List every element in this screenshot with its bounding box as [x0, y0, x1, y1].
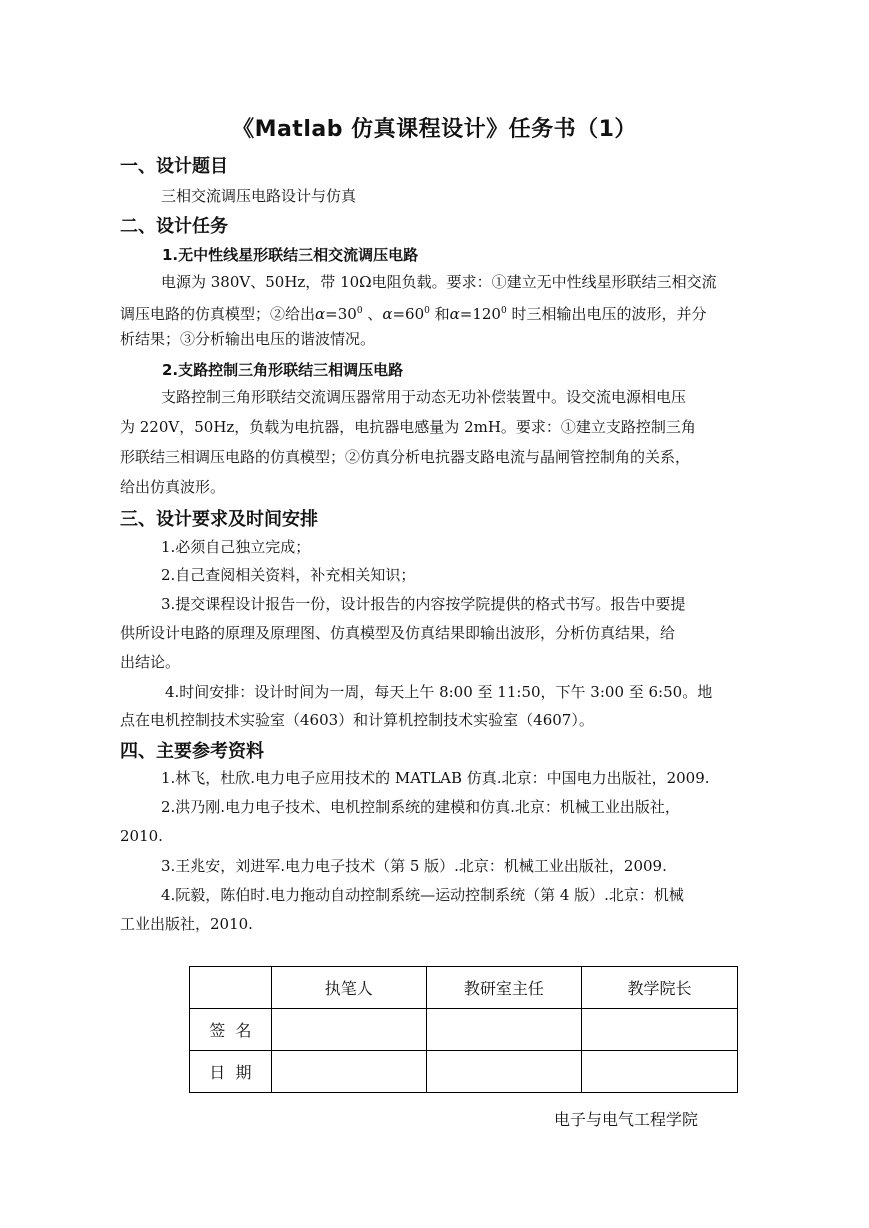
- requirement-2: 2.自己查阅相关资料，补充相关知识；: [161, 566, 416, 584]
- task2-heading: 2.支路控制三角形联结三相调压电路: [162, 361, 404, 379]
- section-heading-tasks: 二、设计任务: [120, 216, 228, 237]
- row-label-date: 日 期: [190, 1051, 272, 1093]
- date-cell-dean: [581, 1051, 737, 1093]
- reference-3: 3.王兆安，刘进军.电力电子技术（第 5 版）.北京：机械工业出版社，2009.: [161, 857, 667, 875]
- school-name: 电子与电气工程学院: [554, 1110, 699, 1129]
- requirement-1: 1.必须自己独立完成；: [161, 538, 311, 556]
- requirement-4-line2: 点在电机控制技术实验室（4603）和计算机控制技术实验室（4607）。: [120, 711, 594, 729]
- signature-table: [189, 966, 738, 1093]
- alpha-value-30: =30: [325, 305, 357, 323]
- task1-heading: 1.无中性线星形联结三相交流调压电路: [162, 246, 419, 264]
- alpha-symbol: α: [315, 305, 326, 323]
- table-header-cell-blank: [190, 967, 272, 1009]
- date-cell-department-head: [426, 1051, 581, 1093]
- task1-line3: 析结果；③分析输出电压的谐波情况。: [120, 330, 376, 348]
- signature-cell-dean: [581, 1009, 737, 1051]
- table-header-dean: 教学院长: [581, 967, 737, 1009]
- requirement-3-line3: 出结论。: [120, 653, 181, 671]
- alpha-value-120: =120: [459, 305, 501, 323]
- task2-line2: 为 220V，50Hz，负载为电抗器，电抗器电感量为 2mH。要求：①建立支路控制三角: [120, 418, 696, 436]
- task2-line1: 支路控制三角形联结交流调压器常用于动态无功补偿装置中。设交流电源相电压: [161, 388, 687, 406]
- date-cell-author: [271, 1051, 426, 1093]
- table-row: [190, 1009, 738, 1051]
- topic-text: 三相交流调压电路设计与仿真: [161, 187, 357, 205]
- separator: 、: [362, 305, 383, 323]
- task2-line3: 形联结三相调压电路的仿真模型；②仿真分析电抗器支路电流与晶闸管控制角的关系，: [120, 448, 691, 466]
- requirement-4-line1: 4.时间安排：设计时间为一周，每天上午 8:00 至 11:50，下午 3:00 至 6:50。地: [165, 683, 713, 701]
- table-header-author: 执笔人: [271, 967, 426, 1009]
- section-heading-requirements: 三、设计要求及时间安排: [120, 509, 318, 530]
- page-title: 《Matlab 仿真课程设计》任务书（1）: [232, 117, 637, 142]
- task1-line2: [120, 301, 780, 324]
- conjunction: 和: [429, 305, 450, 323]
- section-heading-references: 四、主要参考资料: [120, 741, 264, 762]
- signature-cell-author: [271, 1009, 426, 1051]
- task1-line2-suffix: 时三相输出电压的波形，并分: [506, 305, 707, 323]
- table-row: [190, 1051, 738, 1093]
- requirement-3-line1: 3.提交课程设计报告一份，设计报告的内容按学院提供的格式书写。报告中要提: [161, 595, 686, 613]
- task1-line2-prefix: 调压电路的仿真模型；②给出: [120, 305, 316, 323]
- signature-cell-department-head: [426, 1009, 581, 1051]
- degree-superscript: 0: [356, 306, 363, 316]
- alpha-value-60: =60: [392, 305, 425, 323]
- alpha-symbol: α: [382, 305, 393, 323]
- task1-line1: 电源为 380V、50Hz，带 10Ω电阻负载。要求：①建立无中性线星形联结三相交流: [161, 273, 717, 291]
- degree-superscript: 0: [500, 306, 507, 316]
- reference-4-line1: 4.阮毅，陈伯时.电力拖动自动控制系统—运动控制系统（第 4 版）.北京：机械: [161, 886, 684, 904]
- degree-superscript: 0: [424, 306, 430, 316]
- requirement-3-line2: 供所设计电路的原理及原理图、仿真模型及仿真结果即输出波形，分析仿真结果，给: [120, 624, 676, 642]
- table-header-row: [190, 967, 738, 1009]
- table-header-department-head: 教研室主任: [426, 967, 581, 1009]
- reference-1: 1.林飞，杜欣.电力电子应用技术的 MATLAB 仿真.北京：中国电力出版社，2009.: [161, 769, 710, 787]
- row-label-signature: 签 名: [190, 1009, 272, 1051]
- task2-line4: 给出仿真波形。: [120, 478, 226, 496]
- reference-4-line2: 工业出版社，2010.: [120, 915, 253, 933]
- reference-2-line1: 2.洪乃刚.电力电子技术、电机控制系统的建模和仿真.北京：机械工业出版社，: [161, 798, 680, 816]
- reference-2-line2: 2010.: [120, 827, 163, 845]
- section-heading-topic: 一、设计题目: [120, 156, 228, 177]
- alpha-symbol: α: [449, 305, 460, 323]
